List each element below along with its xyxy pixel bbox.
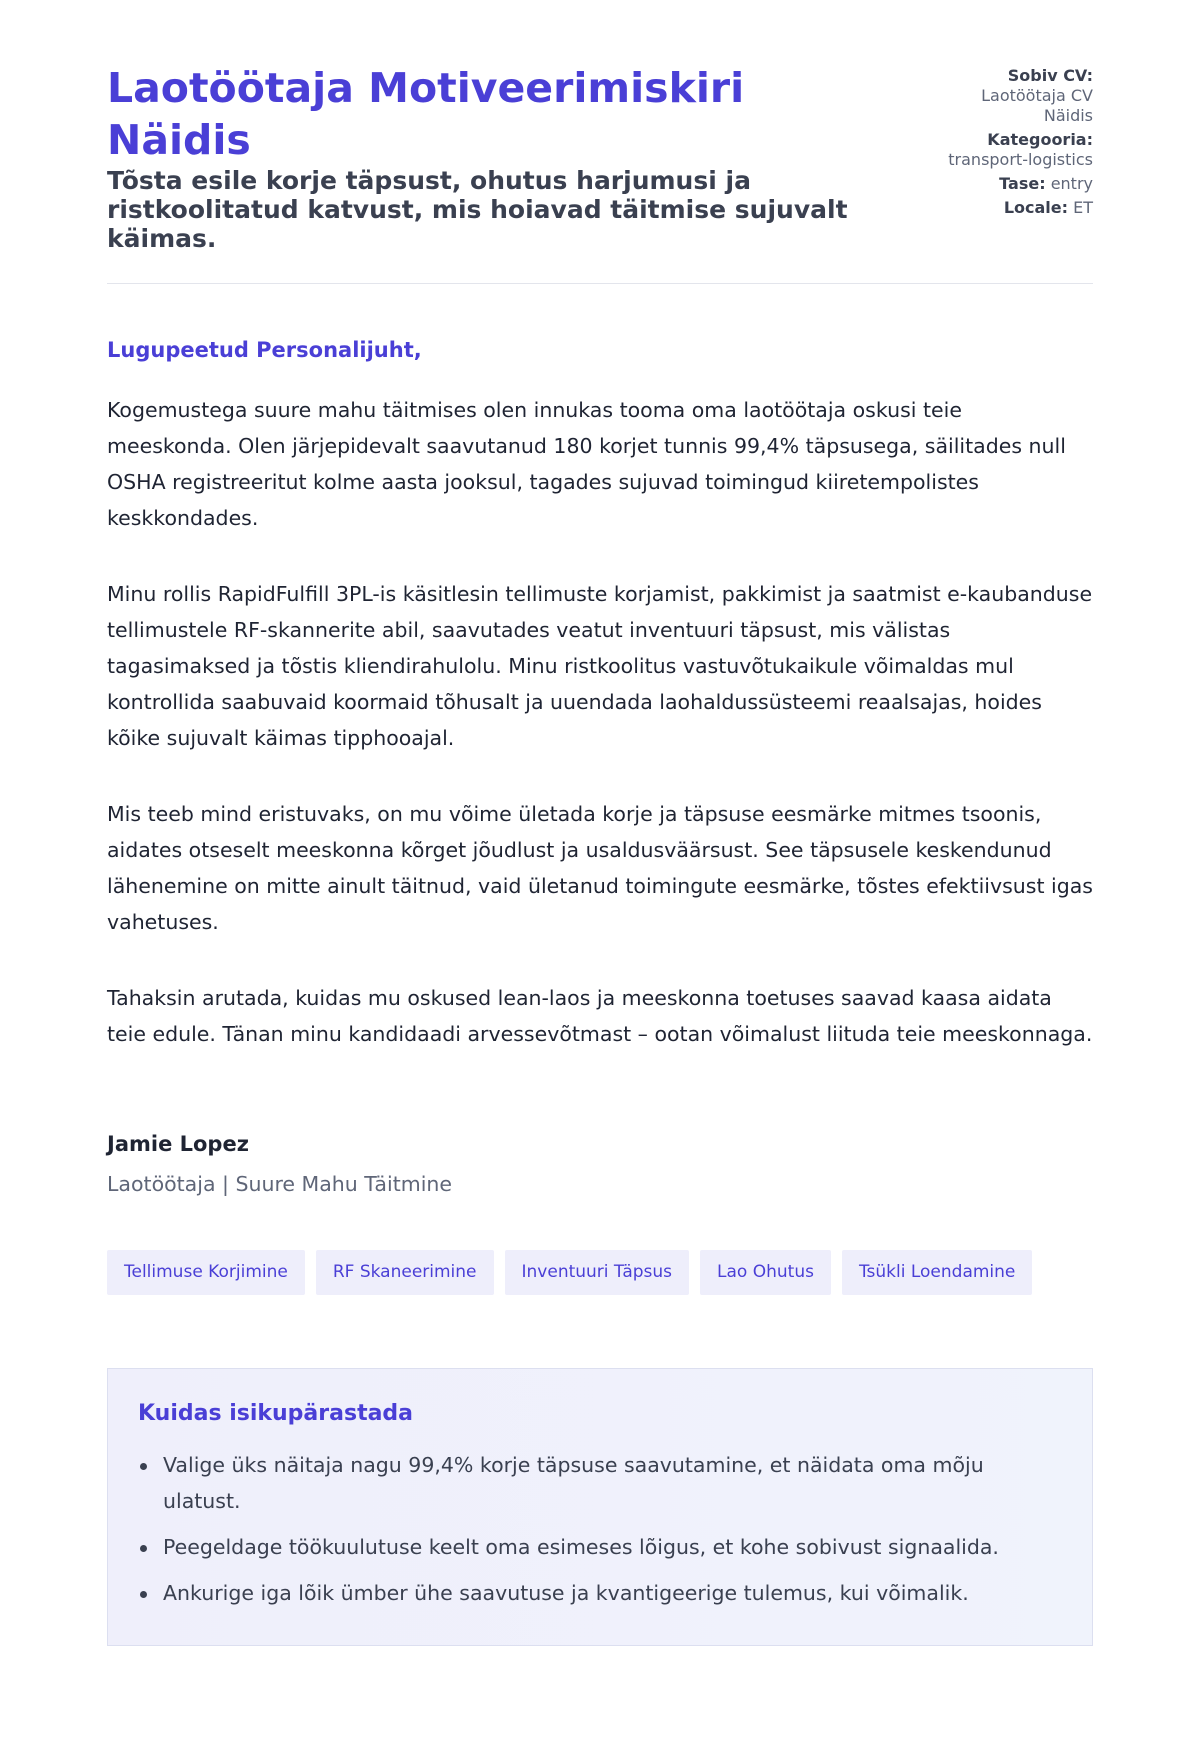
letter-paragraph-4: Tahaksin arutada, kuidas mu oskused lean-laos ja meeskonna toetuses saavad kaasa aidata teie edule. Tänan minu kandidaadi arvessevõtmast – ootan võimalust liituda teie meeskonnaga. xyxy=(107,986,1093,1046)
tips-list-item: Ankurige iga lõik ümber ühe saavutuse ja kvantigeerige tulemus, kui võimalik. xyxy=(138,1575,1062,1611)
meta-sobiv-cv xyxy=(943,66,1093,126)
skill-tag: Lao Ohutus xyxy=(700,1250,831,1295)
tips-list-item: Valige üks näitaja nagu 99,4% korje täpsuse saavutamine, et näidata oma mõju ulatust. xyxy=(138,1447,1062,1519)
skill-tag: Tsükli Loendamine xyxy=(842,1250,1032,1295)
tips-title: Kuidas isikupärastada xyxy=(138,1401,414,1426)
letter-paragraph-1: Kogemustega suure mahu täitmises olen innukas tooma oma laotöötaja oskusi teie meeskonda. Olen järjepidevalt saavutanud 180 korjet tunnis 99,4% täpsusega, säilitades null OSHA registreeritut kolme aasta jooksul, tagades sujuvad toimingud kiiretempolistes keskkondades. xyxy=(107,398,1066,530)
meta-locale-value: ET xyxy=(1073,198,1093,217)
letter-paragraph-3: Mis teeb mind eristuvaks, on mu võime ületada korje ja täpsuse eesmärke mitmes tsoonis, aidates otseselt meeskonna kõrget jõudlust ja usaldusväärsust. See täpsusele keskendunud lähenemine on mitte ainult täitnud, vaid ületanud toimingute eesmärke, tõstes efektiivsust igas vahetuses. xyxy=(107,802,1093,934)
meta-panel xyxy=(943,66,1093,224)
meta-tase xyxy=(943,174,1093,194)
skill-tag: Inventuuri Täpsus xyxy=(505,1250,690,1295)
signature-role: Laotöötaja | Suure Mahu Täitmine xyxy=(107,1172,452,1196)
salutation: Lugupeetud Personalijuht, xyxy=(107,338,422,362)
meta-kategooria xyxy=(943,130,1093,170)
meta-sobiv-cv-label: Sobiv CV: xyxy=(1007,66,1093,85)
header-divider xyxy=(107,283,1093,284)
letter-paragraph-2: Minu rollis RapidFulfill 3PL-is käsitlesin tellimuste korjamist, pakkimist ja saatmist e-kaubanduse tellimustele RF-skannerite abil, saavutades veatut inventuuri täpsust, mis välistas tagasimaksed ja tõstis kliendirahulolu. Minu ristkoolitus vastuvõtukaikule võimaldas mul kontrollida saabuvaid koormaid tõhusalt ja uuendada laohaldussüsteemi reaalsajas, hoides kõike sujuvalt käimas tipphooajal. xyxy=(107,582,1093,750)
page-subtitle: Tõsta esile korje täpsust, ohutus harjumusi ja ristkoolitatud katvust, mis hoiavad täitmise sujuvalt käimas. xyxy=(107,166,848,253)
meta-locale-label: Locale: xyxy=(1003,198,1069,217)
tips-list xyxy=(138,1447,1062,1611)
meta-sobiv-cv-value: Laotöötaja CV Näidis xyxy=(981,86,1093,125)
meta-kategooria-value: transport-logistics xyxy=(948,150,1093,169)
skill-tags xyxy=(107,1250,1093,1295)
meta-tase-label: Tase: xyxy=(999,174,1046,193)
page-title: Laotöötaja Motiveerimiskiri Näidis xyxy=(107,64,745,164)
signature-name: Jamie Lopez xyxy=(107,1132,249,1156)
skill-tag: RF Skaneerimine xyxy=(316,1250,494,1295)
tips-list-item: Peegeldage töökuulutuse keelt oma esimeses lõigus, et kohe sobivust signaalida. xyxy=(138,1529,1062,1565)
personalization-tips-box xyxy=(107,1368,1093,1646)
skill-tag: Tellimuse Korjimine xyxy=(107,1250,305,1295)
header xyxy=(107,62,1093,253)
meta-kategooria-label: Kategooria: xyxy=(987,130,1093,149)
meta-locale xyxy=(943,198,1093,218)
header-titles xyxy=(107,62,887,253)
meta-tase-value: entry xyxy=(1050,174,1093,193)
